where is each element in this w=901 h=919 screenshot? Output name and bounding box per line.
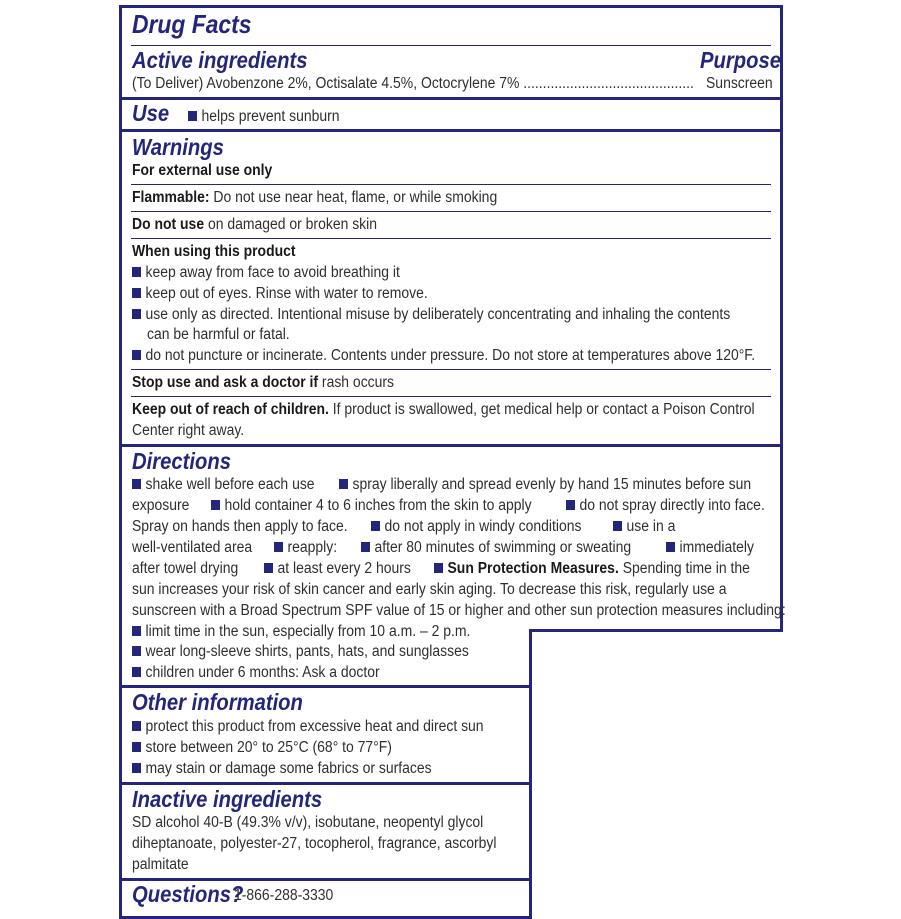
bullet-icon bbox=[132, 667, 141, 677]
directions-line: shake well before each use bbox=[132, 475, 315, 496]
list-item: may stain or damage some fabrics or surfaces bbox=[132, 759, 432, 780]
bullet-icon bbox=[132, 288, 141, 298]
list-item: limit time in the sun, especially from 10 a.m. – 2 p.m. bbox=[132, 622, 470, 643]
directions-line: after 80 minutes of swimming or sweating bbox=[361, 538, 631, 559]
bullet-icon bbox=[132, 309, 141, 319]
bullet-icon bbox=[132, 742, 141, 752]
inactive-ingredients-heading: Inactive ingredients bbox=[132, 786, 323, 812]
directions-line: immediately bbox=[666, 538, 754, 559]
list-item: wear long-sleeve shirts, pants, hats, and sunglasses bbox=[132, 642, 469, 663]
divider bbox=[131, 45, 771, 46]
keep-out-of-reach-warning: Keep out of reach of children. If product is swallowed, get medical help or contact a Poison Control bbox=[132, 401, 755, 418]
use-item: helps prevent sunburn bbox=[188, 107, 340, 128]
bullet-icon bbox=[264, 563, 273, 573]
divider bbox=[131, 211, 771, 212]
stop-use-warning: Stop use and ask a doctor if rash occurs bbox=[132, 374, 395, 391]
bullet-icon bbox=[132, 350, 141, 360]
directions-line: hold container 4 to 6 inches from the skin to apply bbox=[211, 496, 532, 517]
questions-phone[interactable]: 1-866-288-3330 bbox=[234, 887, 334, 904]
directions-line: exposure bbox=[132, 497, 190, 514]
bullet-icon bbox=[132, 721, 141, 731]
when-using-heading: When using this product bbox=[132, 243, 296, 260]
use-heading: Use bbox=[132, 100, 170, 126]
inactive-ingredients-line: palmitate bbox=[132, 856, 189, 873]
bullet-icon bbox=[566, 500, 575, 510]
directions-line: after towel drying bbox=[132, 560, 239, 577]
divider bbox=[131, 396, 771, 397]
directions-line: at least every 2 hours bbox=[264, 559, 411, 580]
section-divider bbox=[122, 782, 529, 785]
flammable-warning: Flammable: Do not use near heat, flame, or while smoking bbox=[132, 189, 498, 206]
inactive-ingredients-line: SD alcohol 40-B (49.3% v/v), isobutane, neopentyl glycol bbox=[132, 814, 484, 831]
directions-line: Sun Protection Measures. Spending time in the bbox=[434, 559, 750, 580]
bullet-icon bbox=[434, 563, 443, 573]
list-item: keep out of eyes. Rinse with water to remove. bbox=[132, 284, 428, 305]
directions-line: Spray on hands then apply to face. bbox=[132, 518, 348, 535]
do-not-use-warning: Do not use on damaged or broken skin bbox=[132, 216, 378, 233]
bullet-icon bbox=[371, 521, 380, 531]
directions-line: do not spray directly into face. bbox=[566, 496, 765, 517]
directions-line: reapply: bbox=[274, 538, 337, 559]
list-item-continuation: can be harmful or fatal. bbox=[147, 326, 290, 343]
external-use-text: For external use only bbox=[132, 162, 273, 179]
directions-line: use in a bbox=[613, 517, 675, 538]
bullet-icon bbox=[132, 479, 141, 489]
directions-line: sun increases your risk of skin cancer and early skin aging. To decrease this risk, regularly use a bbox=[132, 581, 727, 598]
bullet-icon bbox=[132, 267, 141, 277]
bullet-icon bbox=[132, 763, 141, 773]
section-divider bbox=[122, 129, 780, 132]
bullet-icon bbox=[339, 479, 348, 489]
section-divider bbox=[122, 97, 780, 100]
list-item: protect this product from excessive heat and direct sun bbox=[132, 717, 484, 738]
section-divider bbox=[122, 685, 529, 688]
other-information-heading: Other information bbox=[132, 689, 303, 715]
divider bbox=[131, 369, 771, 370]
bullet-icon bbox=[666, 542, 675, 552]
bullet-icon bbox=[132, 646, 141, 656]
bullet-icon bbox=[211, 500, 220, 510]
questions-heading: Questions? bbox=[132, 881, 244, 907]
directions-line: well-ventilated area bbox=[132, 539, 253, 556]
directions-line: spray liberally and spread evenly by hand 15 minutes before sun bbox=[339, 475, 751, 496]
list-item: use only as directed. Intentional misuse by deliberately concentrating and inhaling the contents bbox=[132, 305, 730, 326]
bullet-icon bbox=[274, 542, 283, 552]
directions-line: sunscreen with a Broad Spectrum SPF value of 15 or higher and other sun protection measures including: bbox=[132, 602, 786, 619]
keep-out-of-reach-continuation: Center right away. bbox=[132, 422, 245, 439]
bullet-icon bbox=[132, 626, 141, 636]
purpose-heading: Purpose bbox=[700, 47, 781, 73]
divider bbox=[131, 184, 771, 185]
list-item: do not puncture or incinerate. Contents under pressure. Do not store at temperatures above 120°F. bbox=[132, 346, 755, 367]
directions-heading: Directions bbox=[132, 448, 231, 474]
bullet-icon bbox=[188, 111, 197, 121]
directions-line: do not apply in windy conditions bbox=[371, 517, 581, 538]
purpose-value: Sunscreen bbox=[706, 75, 773, 92]
list-item: children under 6 months: Ask a doctor bbox=[132, 663, 380, 684]
active-ingredients-line: (To Deliver) Avobenzone 2%, Octisalate 4.5%, Octocrylene 7% ............................................ bbox=[132, 75, 694, 92]
list-item: keep away from face to avoid breathing it bbox=[132, 263, 400, 284]
bullet-icon bbox=[613, 521, 622, 531]
section-divider bbox=[122, 444, 780, 447]
list-item: store between 20° to 25°C (68° to 77°F) bbox=[132, 738, 392, 759]
page-title: Drug Facts bbox=[132, 9, 252, 39]
active-ingredients-heading: Active ingredients bbox=[132, 47, 308, 73]
inactive-ingredients-line: diheptanoate, polyester-27, tocopherol, fragrance, ascorbyl bbox=[132, 835, 497, 852]
bullet-icon bbox=[361, 542, 370, 552]
warnings-heading: Warnings bbox=[132, 134, 224, 160]
divider bbox=[131, 238, 771, 239]
